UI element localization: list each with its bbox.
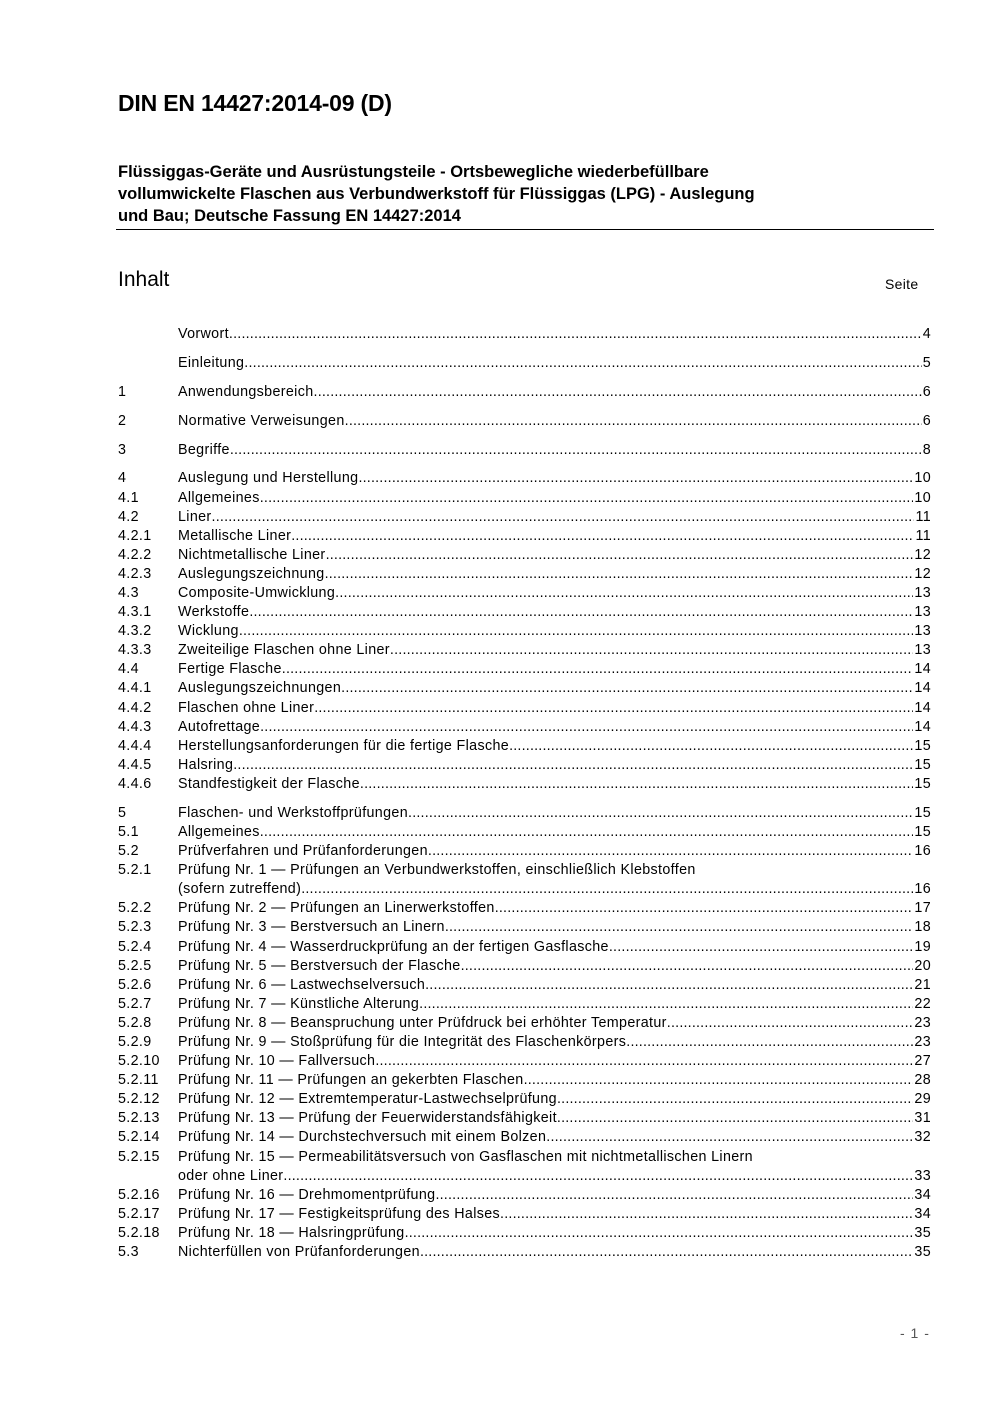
toc-entry-title-wrap	[178, 823, 913, 842]
toc-entry-title: Herstellungsanforderungen für die fertige Flasche	[178, 737, 510, 754]
toc-entry-title: Prüfverfahren und Prüfanforderungen	[178, 843, 428, 860]
toc-entry-page: 31	[914, 1110, 931, 1127]
toc-entry-title-wrap	[178, 354, 922, 373]
toc-dot-leader	[495, 899, 914, 918]
toc-entry-page: 12	[914, 546, 931, 563]
toc-entry[interactable]	[118, 584, 931, 603]
toc-entry-page: 8	[922, 441, 931, 458]
toc-dot-leader	[212, 508, 915, 527]
toc-entry-title-wrap	[178, 527, 914, 546]
toc-dot-leader	[390, 641, 913, 660]
toc-entry-page: 6	[922, 412, 931, 429]
toc-entry-title-wrap	[178, 622, 913, 641]
toc-entry-title: Prüfung Nr. 3 — Berstversuch an Linern	[178, 919, 445, 936]
toc-dot-leader	[557, 1090, 913, 1109]
toc-entry-number: 5.2	[118, 843, 139, 860]
toc-entry-page: 20	[914, 957, 931, 974]
toc-entry-title-wrap	[178, 679, 913, 698]
toc-entry-number: 5.2.6	[118, 976, 152, 993]
toc-dot-leader	[358, 469, 913, 488]
toc-entry-page: 16	[914, 843, 931, 860]
toc-entry-title-wrap	[178, 412, 922, 431]
toc-entry-title-wrap	[178, 938, 913, 957]
toc-entry-page: 12	[914, 565, 931, 582]
toc-entry-title-wrap	[178, 489, 913, 508]
toc-entry[interactable]	[118, 527, 931, 546]
page-number: - 1 -	[900, 1325, 930, 1341]
toc-entry-title-wrap	[178, 508, 914, 527]
toc-entry-number: 5.2.7	[118, 995, 152, 1012]
toc-entry-title-wrap	[178, 1128, 913, 1147]
toc-entry-number: 4.4	[118, 661, 139, 678]
toc-entry-title: Allgemeines	[178, 823, 260, 840]
toc-entry-page: 10	[914, 489, 931, 506]
toc-entry-title: Metallische Liner	[178, 527, 292, 544]
toc-entry[interactable]	[118, 441, 931, 460]
toc-dot-leader	[408, 804, 913, 823]
toc-entry-title: Prüfung Nr. 12 — Extremtemperatur-Lastwechselprüfung	[178, 1091, 557, 1108]
toc-entry-title-wrap	[178, 1224, 913, 1243]
toc-entry[interactable]	[118, 976, 931, 995]
toc-dot-leader	[325, 565, 914, 584]
toc-entry-number: 4.4.4	[118, 737, 152, 754]
toc-entry-title-wrap	[178, 918, 913, 937]
toc-entry-number: 5.2.13	[118, 1110, 160, 1127]
toc-entry-title: Prüfung Nr. 2 — Prüfungen an Linerwerkstoffen	[178, 900, 495, 917]
toc-entry-number: 2	[118, 412, 127, 429]
toc-entry-number: 4.3	[118, 585, 139, 602]
toc-entry[interactable]	[118, 842, 931, 861]
toc-entry-number: 4.3.2	[118, 623, 152, 640]
toc-entry[interactable]	[118, 957, 931, 976]
toc-entry-number: 5.2.9	[118, 1033, 152, 1050]
toc-entry[interactable]	[118, 1186, 931, 1205]
toc-entry-page: 34	[914, 1186, 931, 1203]
toc-entry-title: Prüfung Nr. 6 — Lastwechselversuch	[178, 976, 426, 993]
toc-entry[interactable]	[118, 603, 931, 622]
toc-entry-title-wrap	[178, 546, 913, 565]
toc-entry[interactable]	[118, 660, 931, 679]
toc-entry-page: 15	[914, 804, 931, 821]
toc-dot-leader	[230, 441, 922, 460]
toc-entry[interactable]	[118, 489, 931, 508]
toc-entry-page: 23	[914, 1033, 931, 1050]
toc-entry-page: 13	[914, 642, 931, 659]
toc-dot-leader	[260, 823, 914, 842]
toc-entry-page: 27	[914, 1053, 931, 1070]
toc-dot-leader	[260, 718, 913, 737]
toc-entry-number: 5.2.5	[118, 957, 152, 974]
toc-entry[interactable]	[118, 756, 931, 775]
toc-entry-page: 23	[914, 1014, 931, 1031]
toc-entry[interactable]	[118, 1052, 931, 1071]
toc-dot-leader	[609, 938, 914, 957]
toc-entry-number: 5.2.1	[118, 862, 152, 879]
toc-entry-title: Prüfung Nr. 5 — Berstversuch der Flasche	[178, 957, 461, 974]
toc-entry[interactable]	[118, 699, 931, 718]
toc-entry-title-wrap	[178, 1205, 913, 1224]
toc-entry-page: 6	[922, 383, 931, 400]
toc-entry-title: Composite-Umwicklung	[178, 585, 336, 602]
toc-entry-page: 35	[914, 1224, 931, 1241]
toc-entry-number: 5.2.12	[118, 1091, 160, 1108]
toc-entry-title-wrap	[178, 1033, 913, 1052]
toc-entry-page: 33	[914, 1167, 931, 1184]
toc-entry-number: 5.2.10	[118, 1053, 160, 1070]
toc-entry-title: Prüfung Nr. 13 — Prüfung der Feuerwiderstandsfähigkeit	[178, 1110, 557, 1127]
toc-entry-title: Flaschen ohne Liner	[178, 699, 315, 716]
toc-entry-title-wrap	[178, 1186, 913, 1205]
toc-entry-title: Allgemeines	[178, 489, 260, 506]
toc-entry[interactable]	[118, 1090, 931, 1109]
toc-dot-leader	[419, 995, 913, 1014]
toc-dot-leader	[335, 584, 913, 603]
toc-entry-number: 5.2.3	[118, 919, 152, 936]
toc-entry-title: Flaschen- und Werkstoffprüfungen	[178, 804, 409, 821]
toc-entry-number: 5.3	[118, 1244, 139, 1260]
toc-entry-number: 4.2.3	[118, 565, 152, 582]
toc-dot-leader	[667, 1014, 914, 1033]
toc-entry-page: 4	[922, 326, 931, 342]
toc-entry-title-wrap	[178, 899, 913, 918]
toc-entry-number: 5.2.11	[118, 1072, 159, 1089]
toc-entry-title-wrap	[178, 1090, 913, 1109]
toc-entry-title: Nichtmetallische Liner	[178, 546, 326, 563]
toc-entry-title: Vorwort	[178, 326, 229, 342]
toc-entry[interactable]	[118, 804, 931, 823]
toc-entry-title-wrap	[178, 1071, 913, 1090]
toc-entry-title: Einleitung	[178, 354, 245, 371]
toc-entry-title-wrap	[178, 603, 913, 622]
toc-dot-leader	[420, 1243, 913, 1262]
toc-entry-title-wrap	[178, 1243, 913, 1262]
toc-entry-page: 15	[914, 737, 931, 754]
toc-dot-leader	[360, 775, 913, 794]
toc-dot-leader	[461, 957, 914, 976]
toc-dot-leader	[239, 622, 914, 641]
toc-entry[interactable]	[118, 737, 931, 756]
toc-entry[interactable]	[118, 1148, 931, 1167]
toc-entry[interactable]	[118, 775, 931, 794]
toc-entry-title: Prüfung Nr. 18 — Halsringprüfung	[178, 1224, 405, 1241]
toc-entry-title: Prüfung Nr. 10 — Fallversuch	[178, 1053, 376, 1070]
toc-entry-page: 15	[914, 823, 931, 840]
toc-entry-page: 35	[914, 1244, 931, 1260]
toc-entry[interactable]	[118, 1224, 931, 1243]
toc-dot-leader	[301, 880, 913, 899]
toc-entry-title: Zweiteilige Flaschen ohne Liner	[178, 642, 390, 659]
toc-entry-page: 5	[922, 354, 931, 371]
toc-dot-leader	[314, 383, 922, 402]
toc-dot-leader	[233, 756, 913, 775]
toc-entry-page: 15	[914, 775, 931, 792]
toc-entry-title-wrap	[178, 565, 913, 584]
toc-entry-page: 32	[914, 1129, 931, 1146]
toc-entry-number: 4.3.3	[118, 642, 152, 659]
toc-heading: Inhalt	[118, 268, 170, 291]
toc-entry-title: Normative Verweisungen	[178, 412, 345, 429]
toc-entry-page: 13	[914, 604, 931, 621]
toc-entry-title-wrap	[178, 995, 913, 1014]
toc-entry[interactable]	[118, 412, 931, 431]
toc-entry-title-wrap	[178, 641, 913, 660]
toc-dot-leader	[375, 1052, 913, 1071]
toc-dot-leader	[445, 918, 914, 937]
toc-dot-leader	[405, 1224, 914, 1243]
subtitle-line: Flüssiggas-Geräte und Ausrüstungsteile - Ortsbewegliche wiederbefüllbare	[118, 163, 709, 181]
subtitle-line: vollumwickelte Flaschen aus Verbundwerkstoff für Flüssiggas (LPG) - Auslegung	[118, 185, 755, 203]
toc-dot-leader	[345, 412, 922, 431]
toc-dot-leader	[524, 1071, 914, 1090]
toc-entry-page: 14	[914, 680, 931, 697]
toc-dot-leader	[291, 527, 914, 546]
toc-entry-title: Autofrettage	[178, 718, 261, 735]
toc-entry-page: 28	[914, 1072, 931, 1089]
toc-entry-number: 5.2.2	[118, 900, 152, 917]
toc-entry-number: 4.4.5	[118, 756, 152, 773]
toc-entry-title-wrap	[178, 1148, 930, 1167]
toc-entry-page: 14	[914, 718, 931, 735]
toc-entry-title-wrap	[178, 383, 922, 402]
toc-entry-number: 5.1	[118, 823, 139, 840]
toc-entry-title-wrap	[178, 1014, 913, 1033]
toc-entry[interactable]	[118, 823, 931, 842]
toc-entry-page: 14	[914, 699, 931, 716]
toc-entry-title: Prüfung Nr. 9 — Stoßprüfung für die Integrität des Flaschenkörpers	[178, 1033, 627, 1050]
toc-entry[interactable]	[118, 1109, 931, 1128]
toc-entry-title: Auslegungszeichnung	[178, 565, 325, 582]
toc-entry[interactable]	[118, 1071, 931, 1090]
toc-entry-page: 10	[914, 470, 931, 487]
toc-entry-title: Prüfung Nr. 4 — Wasserdruckprüfung an der fertigen Gasflasche	[178, 938, 609, 955]
toc-entry-number: 3	[118, 441, 127, 458]
toc-entry-title-wrap	[178, 469, 913, 488]
toc-entry-number: 1	[118, 383, 127, 400]
toc-entry-title: Standfestigkeit der Flasche	[178, 775, 360, 792]
toc-entry-title-wrap	[178, 804, 913, 823]
toc-entry[interactable]	[118, 938, 931, 957]
toc-entry-number: 4.2	[118, 508, 139, 525]
toc-dot-leader	[425, 976, 913, 995]
toc-entry-page: 17	[914, 900, 931, 917]
toc-entry-page: 21	[914, 976, 931, 993]
toc-entry-title: Prüfung Nr. 16 — Drehmomentprüfung	[178, 1186, 436, 1203]
toc-entry-title: Anwendungsbereich	[178, 383, 314, 400]
toc-entry-title-wrap	[178, 1167, 913, 1186]
toc-entry[interactable]	[118, 383, 931, 402]
toc-entry[interactable]	[118, 1014, 931, 1033]
toc-entry-title: Werkstoffe	[178, 604, 250, 621]
toc-entry[interactable]	[118, 622, 931, 641]
toc-entry-page: 29	[914, 1091, 931, 1108]
toc-entry-title: oder ohne Liner	[178, 1167, 284, 1184]
toc-entry-page: 11	[915, 527, 931, 544]
title-divider	[116, 229, 934, 230]
toc-entry-title-wrap	[178, 584, 913, 603]
toc-entry[interactable]	[118, 861, 931, 880]
toc-dot-leader	[509, 737, 913, 756]
toc-entry-number: 5.2.4	[118, 938, 152, 955]
toc-entry-title: Auslegung und Herstellung	[178, 470, 359, 487]
toc-entry-title-wrap	[178, 775, 913, 794]
toc-entry[interactable]	[118, 880, 931, 899]
toc-entry-title: Nichterfüllen von Prüfanforderungen	[178, 1244, 420, 1260]
toc-entry-page: 22	[914, 995, 931, 1012]
toc-entry[interactable]	[118, 995, 931, 1014]
toc-entry[interactable]	[118, 325, 931, 344]
toc-dot-leader	[314, 699, 913, 718]
document-title: DIN EN 14427:2014-09 (D)	[118, 90, 392, 116]
toc-entry[interactable]	[118, 1243, 931, 1262]
toc-entry-page: 16	[914, 881, 931, 898]
toc-entry-title-wrap	[178, 441, 922, 460]
toc-entry[interactable]	[118, 508, 931, 527]
toc-entry-number: 4.3.1	[118, 604, 152, 621]
subtitle-line: und Bau; Deutsche Fassung EN 14427:2014	[118, 207, 461, 225]
toc-entry-number: 5.2.15	[118, 1148, 160, 1165]
toc-entry[interactable]	[118, 1205, 931, 1224]
toc-entry-title-wrap	[178, 699, 913, 718]
toc-entry-number: 5.2.17	[118, 1205, 160, 1222]
toc-dot-leader	[546, 1128, 913, 1147]
toc-entry-number: 5.2.14	[118, 1129, 160, 1146]
toc-entry-page: 11	[915, 508, 931, 525]
toc-entry[interactable]	[118, 1167, 931, 1186]
toc-dot-leader	[260, 489, 914, 508]
toc-entry-number: 5.2.18	[118, 1224, 160, 1241]
toc-entry-title: Prüfung Nr. 7 — Künstliche Alterung	[178, 995, 420, 1012]
toc-dot-leader	[282, 660, 914, 679]
toc-entry-title-wrap	[178, 660, 913, 679]
toc-entry-page: 19	[914, 938, 931, 955]
toc-entry-title: Begriffe	[178, 441, 230, 458]
toc-entry-title: Wicklung	[178, 623, 239, 640]
toc-entry-number: 4.1	[118, 489, 139, 506]
toc-entry-title: Prüfung Nr. 14 — Durchstechversuch mit einem Bolzen	[178, 1129, 547, 1146]
toc-entry-number: 5	[118, 804, 127, 821]
toc-entry[interactable]	[118, 899, 931, 918]
toc-dot-leader	[249, 603, 913, 622]
toc-dot-leader	[626, 1033, 913, 1052]
toc-entry-title-wrap	[178, 1109, 913, 1128]
toc-dot-leader	[326, 546, 914, 565]
toc-entry-number: 5.2.8	[118, 1014, 152, 1031]
toc-entry-title-wrap	[178, 756, 913, 775]
toc-entry-number: 4.2.2	[118, 546, 152, 563]
toc-entry-title-wrap	[178, 861, 930, 880]
toc-entry-page: 18	[914, 919, 931, 936]
toc-entry-title: Fertige Flasche	[178, 661, 282, 678]
toc-entry[interactable]	[118, 469, 931, 488]
toc-entry[interactable]	[118, 546, 931, 565]
toc-entry-number: 4.2.1	[118, 527, 152, 544]
toc-entry-number: 4.4.1	[118, 680, 152, 697]
toc-entry[interactable]	[118, 641, 931, 660]
toc-entry-title-wrap	[178, 957, 913, 976]
toc-entry-page: 13	[914, 623, 931, 640]
toc-entry-page: 14	[914, 661, 931, 678]
toc-entry-title-wrap	[178, 718, 913, 737]
toc-entry-title-wrap	[178, 880, 913, 899]
page-column-label: Seite	[885, 276, 919, 292]
toc-dot-leader	[428, 842, 913, 861]
toc-entry-title: Prüfung Nr. 1 — Prüfungen an Verbundwerkstoffen, einschließlich Klebstoffen	[178, 862, 696, 879]
toc-entry-number: 4.4.2	[118, 699, 152, 716]
toc-entry-title: Liner	[178, 508, 212, 525]
toc-entry-title: Halsring	[178, 756, 234, 773]
toc-entry-title-wrap	[178, 325, 922, 344]
toc-entry-page: 34	[914, 1205, 931, 1222]
toc-entry[interactable]	[118, 1033, 931, 1052]
toc-entry-title-wrap	[178, 737, 913, 756]
toc-entry-title: Prüfung Nr. 17 — Festigkeitsprüfung des Halses	[178, 1205, 501, 1222]
toc-entry-title: Prüfung Nr. 15 — Permeabilitätsversuch von Gasflaschen mit nichtmetallischen Linern	[178, 1148, 753, 1165]
toc-dot-leader	[229, 325, 922, 344]
toc-entry-title-wrap	[178, 1052, 913, 1071]
table-of-contents	[118, 325, 931, 1262]
toc-entry[interactable]	[118, 918, 931, 937]
toc-entry[interactable]	[118, 679, 931, 698]
toc-dot-leader	[244, 354, 921, 373]
toc-entry[interactable]	[118, 1128, 931, 1147]
toc-entry-number: 4.4.6	[118, 775, 152, 792]
toc-dot-leader	[435, 1186, 913, 1205]
document-subtitle	[118, 161, 918, 227]
toc-entry[interactable]	[118, 718, 931, 737]
toc-dot-leader	[283, 1167, 913, 1186]
toc-entry-number: 4	[118, 470, 127, 487]
toc-entry[interactable]	[118, 354, 931, 373]
toc-dot-leader	[341, 679, 913, 698]
toc-entry[interactable]	[118, 565, 931, 584]
toc-entry-number: 5.2.16	[118, 1186, 160, 1203]
toc-entry-page: 15	[914, 756, 931, 773]
toc-entry-title-wrap	[178, 976, 913, 995]
toc-dot-leader	[500, 1205, 913, 1224]
toc-entry-title-wrap	[178, 842, 913, 861]
toc-entry-page: 13	[914, 585, 931, 602]
toc-entry-title: Prüfung Nr. 11 — Prüfungen an gekerbten Flaschen	[178, 1072, 524, 1089]
toc-entry-number: 4.4.3	[118, 718, 152, 735]
toc-entry-title: (sofern zutreffend)	[178, 881, 302, 898]
toc-dot-leader	[557, 1109, 913, 1128]
toc-entry-title: Prüfung Nr. 8 — Beanspruchung unter Prüfdruck bei erhöhter Temperatur	[178, 1014, 667, 1031]
toc-entry-title: Auslegungszeichnungen	[178, 680, 342, 697]
